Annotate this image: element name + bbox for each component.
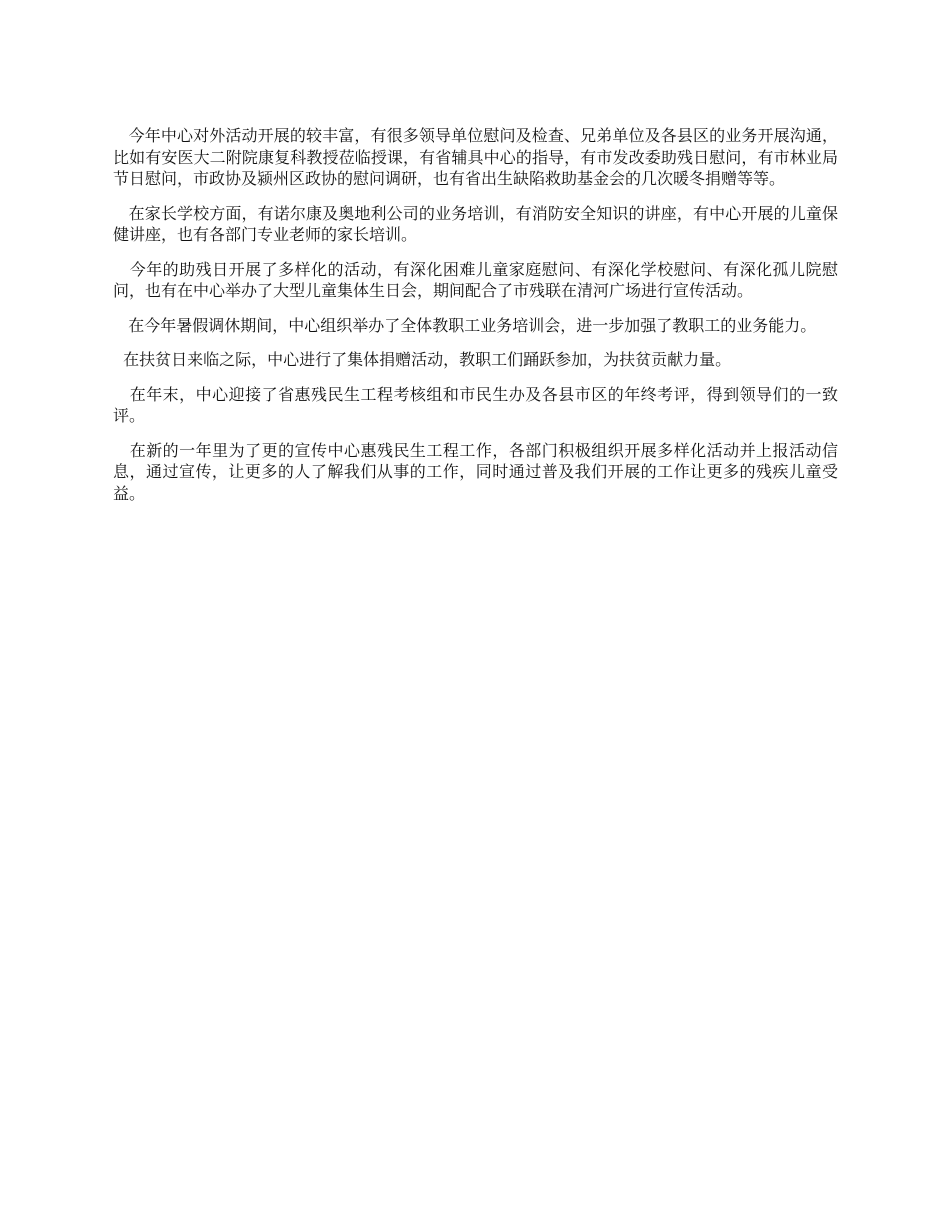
paragraph-year-end-review: 在年末，中心迎接了省惠残民生工程考核组和市民生办及各县市区的年终考评，得到领导们的一致评。 (113, 384, 838, 425)
document-body (113, 125, 838, 517)
paragraph-disability-day: 今年的助残日开展了多样化的活动，有深化困难儿童家庭慰问、有深化学校慰问、有深化孤儿院慰问，也有在中心举办了大型儿童集体生日会，期间配合了市残联在清河广场进行宣传活动。 (113, 259, 838, 300)
paragraph-summer-training: 在今年暑假调休期间，中心组织举办了全体教职工业务培训会，进一步加强了教职工的业务能力。 (113, 315, 817, 335)
paragraph-outreach-activities: 今年中心对外活动开展的较丰富，有很多领导单位慰问及检查、兄弟单位及各县区的业务开展沟通，比如有安医大二附院康复科教授莅临授课，有省辅具中心的指导，有市发改委助残日慰问，有市林业局节日慰问，市政协及颍州区政协的慰问调研，也有省出生缺陷救助基金会的几次暖冬捐赠等等。 (113, 126, 838, 188)
paragraph-poverty-day: 在扶贫日来临之际，中心进行了集体捐赠活动，教职工们踊跃参加，为扶贫贡献力量。 (113, 350, 732, 369)
paragraph-parent-school: 在家长学校方面，有诺尔康及奥地利公司的业务培训，有消防安全知识的讲座，有中心开展的儿童保健讲座，也有各部门专业老师的家长培训。 (113, 203, 838, 244)
paragraph-new-year-plan: 在新的一年里为了更的宣传中心惠残民生工程工作，各部门积极组织开展多样化活动并上报活动信息，通过宣传，让更多的人了解我们从事的工作，同时通过普及我们开展的工作让更多的残疾儿童受益。 (113, 440, 838, 503)
